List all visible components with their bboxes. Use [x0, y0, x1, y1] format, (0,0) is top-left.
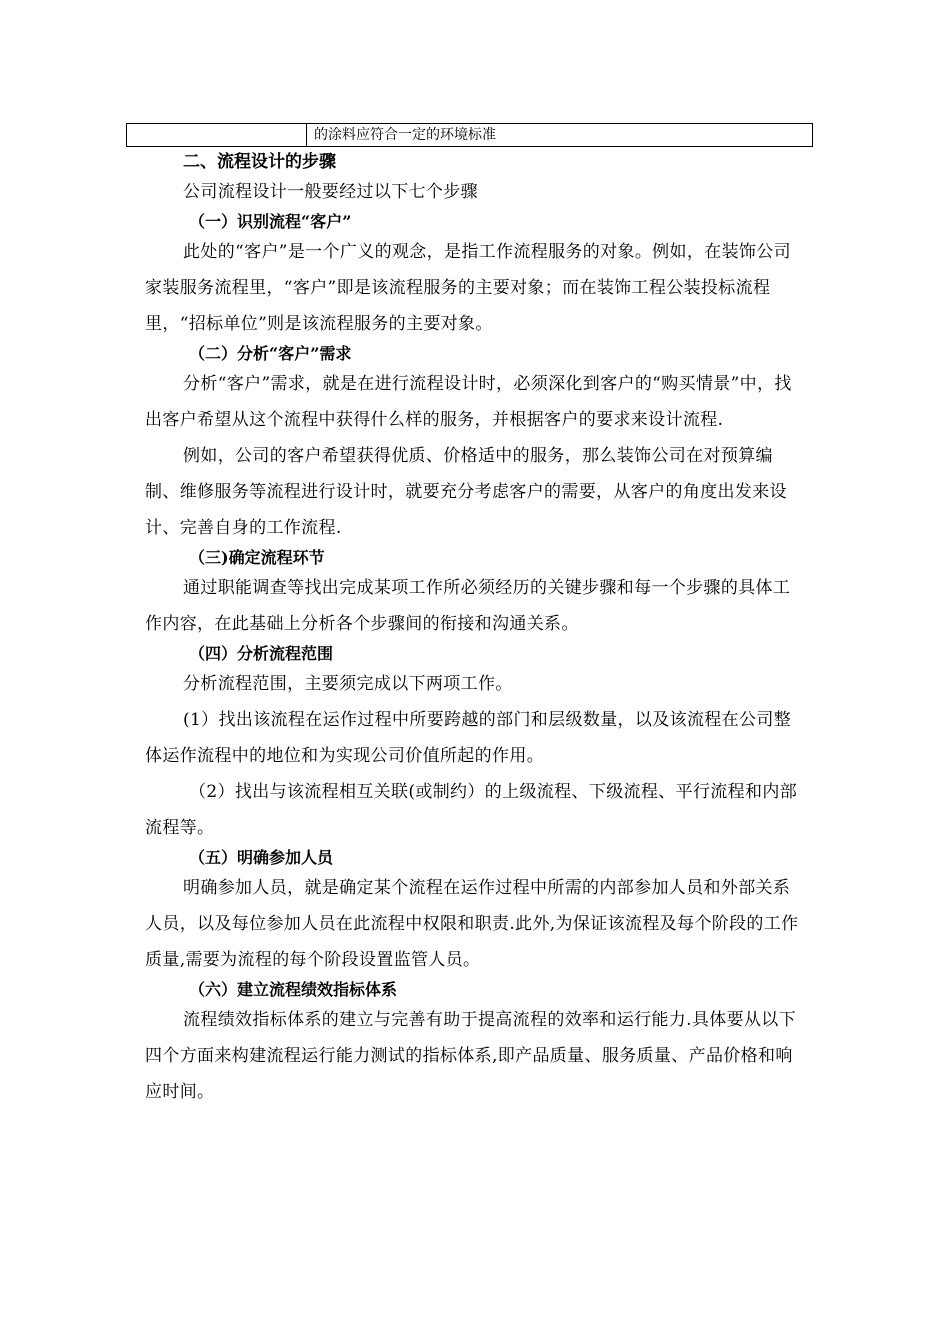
step-4-paragraph-3: （2）找出与该流程相互关联(或制约）的上级流程、下级流程、平行流程和内部流程等。: [145, 782, 798, 838]
step-6-paragraph-1: 流程绩效指标体系的建立与完善有助于提高流程的效率和运行能力.具体要从以下四个方面来构建流程运行能力测试的指标体系,即产品质量、服务质量、产品价格和响应时间。: [145, 1010, 797, 1102]
step-6-heading: （六）建立流程绩效指标体系: [189, 980, 398, 999]
table-cell-right: 的涂料应符合一定的环境标准: [314, 127, 496, 143]
step-5-heading: （五）明确参加人员: [189, 848, 334, 867]
step-1-heading: （一）识别流程“客户”: [189, 212, 352, 231]
step-5-paragraph-1: 明确参加人员，就是确定某个流程在运作过程中所需的内部参加人员和外部关系人员，以及每位参加人员在此流程中权限和职责.此外,为保证该流程及每个阶段的工作质量,需要为流程的每个阶段设置监管人员。: [145, 878, 799, 970]
section-title: 二、流程设计的步骤: [183, 152, 336, 172]
table-cell-left: [127, 124, 307, 146]
section-intro: 公司流程设计一般要经过以下七个步骤: [183, 182, 478, 202]
document-body: [145, 150, 807, 1110]
step-1-paragraph-1: 此处的“客户”是一个广义的观念，是指工作流程服务的对象。例如，在装饰公司家装服务流程里，“客户”即是该流程服务的主要对象；而在装饰工程公装投标流程里，“招标单位”则是该流程服务的主要对象。: [145, 242, 791, 334]
step-2-paragraph-1: 分析“客户”需求，就是在进行流程设计时，必须深化到客户的“购买情景”中，找出客户希望从这个流程中获得什么样的服务，并根据客户的要求来设计流程.: [145, 374, 792, 430]
step-3-heading: （三)确定流程环节: [189, 548, 325, 567]
step-2-paragraph-2: 例如，公司的客户希望获得优质、价格适中的服务，那么装饰公司在对预算编制、维修服务等流程进行设计时，就要充分考虑客户的需要，从客户的角度出发来设计、完善自身的工作流程.: [145, 446, 787, 538]
step-3-paragraph-1: 通过职能调查等找出完成某项工作所必须经历的关键步骤和每一个步骤的具体工作内容，在此基础上分析各个步骤间的衔接和沟通关系。: [145, 578, 791, 634]
table-row: [126, 123, 813, 147]
step-4-heading: （四）分析流程范围: [189, 644, 334, 663]
step-2-heading: （二）分析“客户”需求: [189, 344, 352, 363]
step-4-paragraph-2: (1）找出该流程在运作过程中所要跨越的部门和层级数量，以及该流程在公司整体运作流程中的地位和为实现公司价值所起的作用。: [145, 710, 792, 766]
step-4-paragraph-1: 分析流程范围，主要须完成以下两项工作。: [183, 674, 513, 694]
